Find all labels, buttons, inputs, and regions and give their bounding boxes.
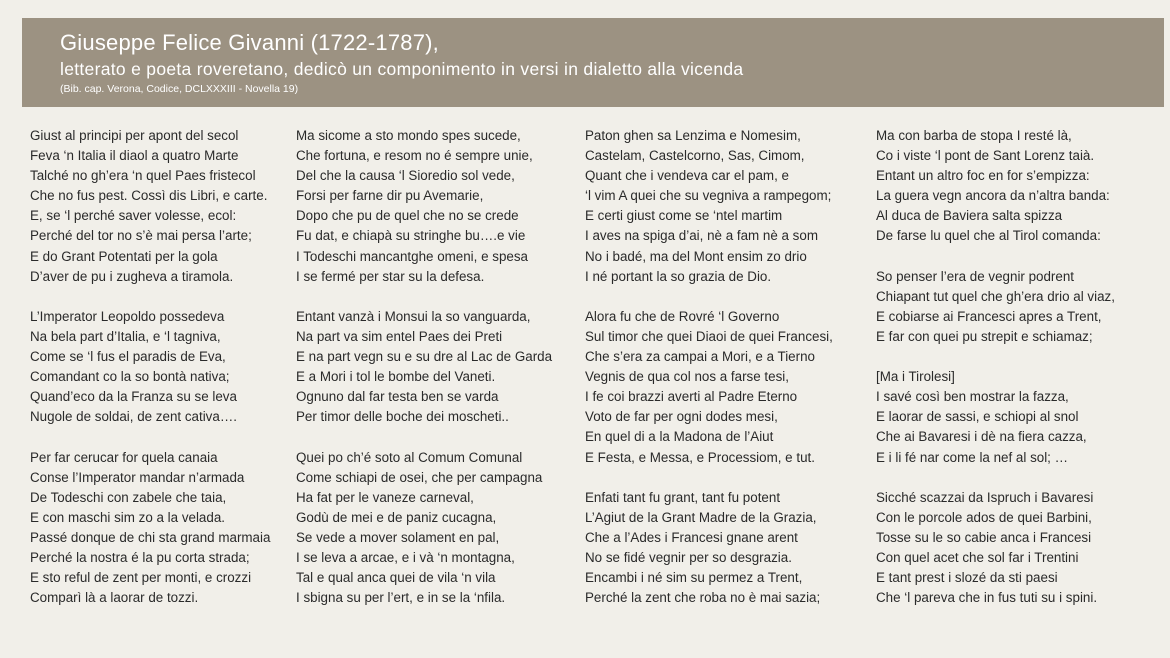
verse-line: Per timor delle boche dei moscheti.. — [296, 409, 509, 425]
verse-line: No i badé, ma del Mont ensim zo drio — [585, 248, 807, 264]
verse-line: Conse l’Imperator mandar n’armada — [30, 469, 245, 485]
verse-line: Come schiapi de osei, che per campagna — [296, 469, 543, 485]
poem-column-4 — [876, 126, 1115, 628]
verse-line: Del che la causa ‘l Sioredio sol vede, — [296, 168, 515, 184]
verse-line: Perché la zent che roba no è mai sazia; — [585, 590, 821, 606]
verse-line: So penser l’era de vegnir podrent — [876, 268, 1075, 284]
verse-line: Con le porcole ados de quei Barbini, — [876, 509, 1092, 525]
verse-line: De Todeschi con zabele che taia, — [30, 489, 227, 505]
verse-line: Entant un altro foc en for s’empizza: — [876, 168, 1090, 184]
verse-line: Che a l’Ades i Francesi gnane arent — [585, 529, 798, 545]
verse-line: Enfati tant fu grant, tant fu potent — [585, 489, 781, 505]
verse-line: Encambi i né sim su permez a Trent, — [585, 570, 803, 586]
source-citation: (Bib. cap. Verona, Codice, DCLXXXIII - Novella 19) — [60, 83, 299, 95]
verse-line: E na part vegn su e su dre al Lac de Garda — [296, 349, 553, 365]
stanza — [585, 488, 833, 609]
verse-line: I fe coi brazzi averti al Padre Eterno — [585, 389, 798, 405]
verse-line: Na bela part d’Italia, e ‘l tagniva, — [30, 328, 221, 344]
stanza — [30, 307, 270, 428]
verse-line: Sul timor che quei Diaoi de quei Francesi, — [585, 328, 833, 344]
verse-line: Forsi per farne dir pu Avemarie, — [296, 188, 484, 204]
verse-line: E far con quei pu strepit e schiamaz; — [876, 328, 1093, 344]
verse-line: Perché del tor no s’è mai persa l’arte; — [30, 228, 252, 244]
verse-line: Se vede a mover solament en pal, — [296, 529, 500, 545]
stanza — [876, 267, 1115, 347]
verse-line: Comparì là a laorar de tozzi. — [30, 590, 199, 606]
verse-line: I aves na spiga d’ai, nè a fam nè a som — [585, 228, 818, 244]
verse-line: ‘l vim A quei che su vegniva a rampegom; — [585, 188, 832, 204]
stanza — [296, 307, 552, 428]
verse-line: Paton ghen sa Lenzima e Nomesim, — [585, 128, 801, 143]
verse-line: De farse lu quel che al Tirol comanda: — [876, 228, 1101, 244]
verse-line: Passé donque de chi sta grand marmaia — [30, 529, 271, 545]
verse-line: Giust al principi per apont del secol — [30, 128, 239, 143]
verse-line: Che s’era za campai a Mori, e a Tierno — [585, 349, 815, 365]
page-title: Giuseppe Felice Givanni (1722-1787), — [60, 30, 439, 55]
verse-line: E certi giust come se ‘ntel martim — [585, 208, 783, 224]
verse-line: Con quel acet che sol far i Trentini — [876, 549, 1079, 565]
verse-line: Chiapant tut quel che gh’era drio al viaz, — [876, 288, 1115, 304]
title-banner — [22, 18, 1164, 107]
verse-line: Che fortuna, e resom no é sempre unie, — [296, 148, 533, 164]
verse-line: Entant vanzà i Monsui la so vanguarda, — [296, 308, 531, 324]
verse-line: Na part va sim entel Paes dei Preti — [296, 328, 503, 344]
verse-line: Al duca de Baviera salta spizza — [876, 208, 1063, 224]
verse-line: Quant che i vendeva car el pam, e — [585, 168, 789, 184]
verse-line: Voto de far per ogni dodes mesi, — [585, 409, 778, 425]
verse-line: E, se ‘l perché saver volesse, ecol: — [30, 208, 237, 224]
poem-column-1 — [30, 126, 270, 628]
verse-line: Sicché scazzai da Ispruch i Bavaresi — [876, 489, 1094, 505]
stanza — [585, 126, 833, 287]
verse-line: Che ‘l pareva che in fus tuti su i spini. — [876, 590, 1098, 606]
verse-line: E laorar de sassi, e schiopi al snol — [876, 409, 1079, 425]
verse-line: Ognuno dal far testa ben se varda — [296, 389, 499, 405]
verse-line: Tosse su le so cabie anca i Francesi — [876, 529, 1092, 545]
verse-line: Perché la nostra é la pu corta strada; — [30, 549, 250, 565]
verse-line: Per far cerucar for quela canaia — [30, 449, 218, 465]
stanza — [296, 448, 552, 609]
verse-line: Feva ‘n Italia il diaol a quatro Marte — [30, 148, 239, 164]
verse-line: Comandant co la so bontà nativa; — [30, 369, 230, 385]
verse-line: Che ai Bavaresi i dè na fiera cazza, — [876, 429, 1087, 445]
verse-line: Godù de mei e de paniz cucagna, — [296, 509, 497, 525]
verse-line: Vegnis de qua col nos a farse tesi, — [585, 369, 789, 385]
poem-column-3 — [585, 126, 833, 628]
verse-line: E a Mori i tol le bombe del Vaneti. — [296, 369, 496, 385]
verse-line: I né portant la so grazia de Dio. — [585, 268, 772, 284]
verse-line: En quel di a la Madona de l’Aiut — [585, 429, 774, 445]
stanza — [585, 307, 833, 468]
stanza — [30, 126, 270, 287]
verse-line: I savé così ben mostrar la fazza, — [876, 389, 1069, 405]
stanza — [30, 448, 270, 609]
verse-line: Alora fu che de Rovré ‘l Governo — [585, 308, 780, 324]
verse-line: Ha fat per le vaneze carneval, — [296, 489, 474, 505]
verse-line: Che no fus pest. Cossì dis Libri, e carte. — [30, 188, 268, 204]
verse-line: D’aver de pu i zugheva a tiramola. — [30, 268, 234, 284]
verse-line: L’Agiut de la Grant Madre de la Grazia, — [585, 509, 817, 525]
verse-line: I se fermé per star su la defesa. — [296, 268, 485, 284]
verse-line: Dopo che pu de quel che no se crede — [296, 208, 519, 224]
verse-line: [Ma i Tirolesi] — [876, 369, 955, 385]
verse-line: L’Imperator Leopoldo possedeva — [30, 308, 225, 324]
verse-line: E i li fé nar come la nef al sol; … — [876, 449, 1069, 465]
verse-line: E tant prest i slozé da sti paesi — [876, 570, 1058, 586]
stanza — [876, 367, 1115, 467]
verse-line: Nugole de soldai, de zent cativa…. — [30, 409, 237, 425]
verse-line: I se leva a arcae, e i và ‘n montagna, — [296, 549, 515, 565]
stanza — [876, 126, 1115, 247]
verse-line: La guera vegn ancora da n’altra banda: — [876, 188, 1110, 204]
verse-line: E sto reful de zent per monti, e crozzi — [30, 570, 252, 586]
poem-column-2 — [296, 126, 552, 628]
verse-line: E Festa, e Messa, e Processiom, e tut. — [585, 449, 815, 465]
verse-line: Ma sicome a sto mondo spes sucede, — [296, 128, 521, 143]
verse-line: I Todeschi mancantghe omeni, e spesa — [296, 248, 529, 264]
stanza — [296, 126, 552, 287]
verse-line: I sbigna su per l’ert, e in se la ‘nfila. — [296, 590, 506, 606]
verse-line: No se fidé vegnir per so desgrazia. — [585, 549, 792, 565]
page-subtitle: letterato e poeta roveretano, dedicò un componimento in versi in dialetto alla vicenda — [60, 59, 744, 79]
verse-line: Tal e qual anca quei de vila ‘n vila — [296, 570, 496, 586]
verse-line: Quand’eco da la Franza su se leva — [30, 389, 237, 405]
verse-line: Come se ‘l fus el paradis de Eva, — [30, 349, 226, 365]
verse-line: E con maschi sim zo a la velada. — [30, 509, 225, 525]
verse-line: Ma con barba de stopa I resté là, — [876, 128, 1072, 143]
verse-line: E do Grant Potentati per la gola — [30, 248, 218, 264]
verse-line: Talché no gh’era ‘n quel Paes fristecol — [30, 168, 256, 184]
verse-line: Castelam, Castelcorno, Sas, Cimom, — [585, 148, 805, 164]
stanza — [876, 488, 1115, 609]
verse-line: Co i viste ‘l pont de Sant Lorenz taià. — [876, 148, 1095, 164]
verse-line: Quei po ch’é soto al Comum Comunal — [296, 449, 523, 465]
verse-line: E cobiarse ai Francesci apres a Trent, — [876, 308, 1102, 324]
verse-line: Fu dat, e chiapà su stringhe bu….e vie — [296, 228, 526, 244]
